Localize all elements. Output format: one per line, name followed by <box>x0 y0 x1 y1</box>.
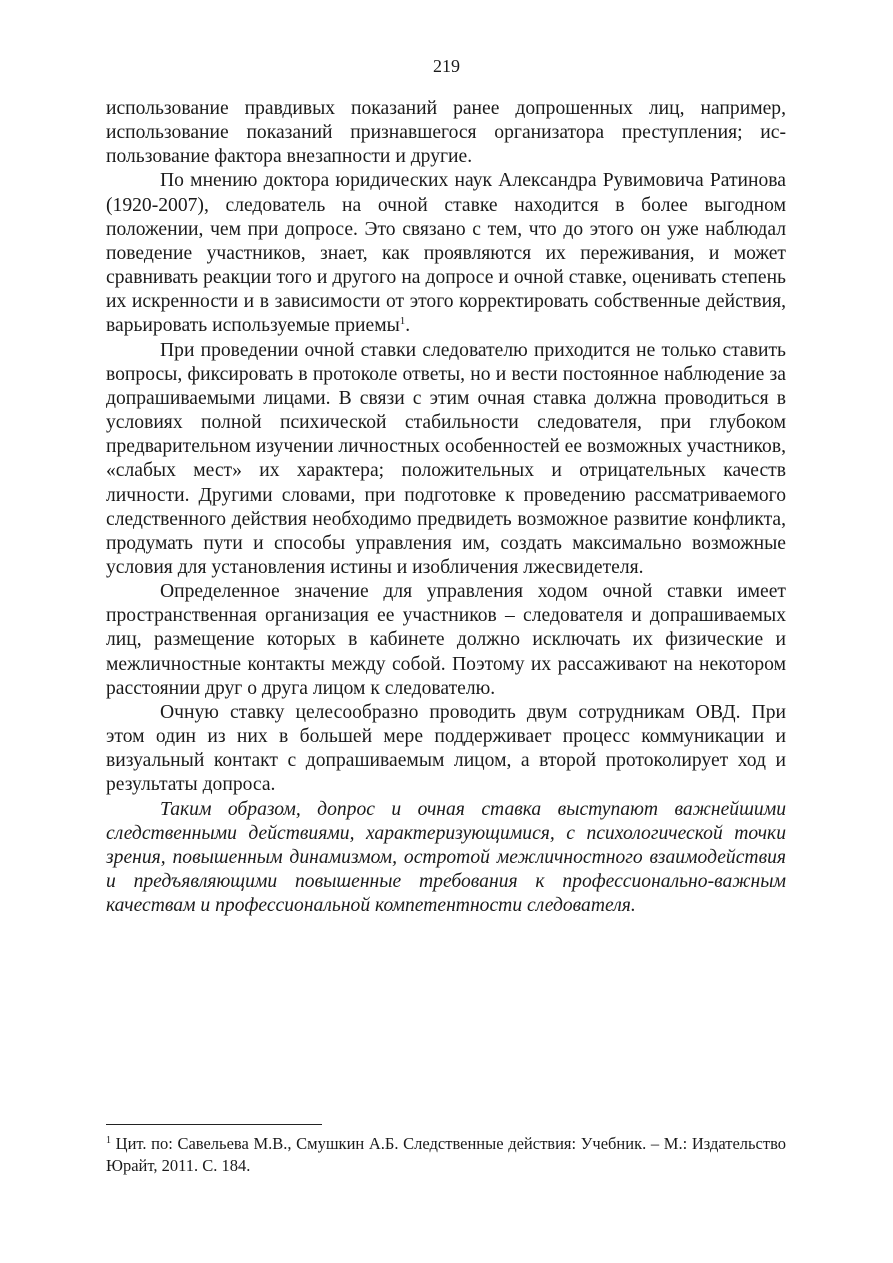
footnote <box>106 1133 786 1177</box>
main-text <box>106 97 786 918</box>
page-number: 219 <box>433 56 460 76</box>
paragraph-2-text: По мнению доктора юридических наук Александра Рувимовича Ратинова (1920-2007), следователь на очной ставке находится в более выгодном положении, чем при допросе. Это связано с тем, что до этого он уже наблюдал поведение участников, знает, как проявляются их переживания, и может сравнивать реакции того и другого на допросе и очной ставке, оценивать степень их искренности и в зависимости от этого корректировать собственные действия, варьировать используемые приемы <box>106 170 786 337</box>
footnote-text: Цит. по: Савельева М.В., Смушкин А.Б. Следственные действия: Учебник. – М.: Издательство Юрайт, 2011. С. 184. <box>106 1134 786 1175</box>
paragraph-1: использование правдивых показаний ранее допрошенных лиц, например, использование показаний признавшегося организатора преступления; использование фактора внезапности и другие. <box>106 98 786 168</box>
paragraph-3: При проведении очной ставки следователю приходится не только ставить вопросы, фиксировать в протоколе ответы, но и вести постоянное наблюдение за допрашиваемыми лицами. В связи с этим очная ставка должна проводиться в условиях полной психической стабильности следователя, при глубоком предварительном изучении личностных особенностей ее возможных участников, «слабых мест» их характера; положительных и отрицательных качеств личности. Другими словами, при подготовке к проведению рассматриваемого следственного действия необходимо предвидеть возможное развитие конфликта, продумать пути и способы управления им, создать максимально возможные условия для установления истины и изобличения лжесвидетеля. <box>106 339 786 578</box>
footnote-divider <box>106 1124 322 1125</box>
footnote-reference: 1 <box>399 315 406 328</box>
paragraph-5: Очную ставку целесообразно проводить двум сотрудникам ОВД. При этом один из них в большей мере поддерживает процесс коммуникации и визуальный контакт с допрашиваемым лицом, а второй протоколирует ход и результаты допроса. <box>106 701 786 796</box>
paragraph-4: Определенное значение для управления ходом очной ставки имеет пространственная организация ее участников – следователя и допрашиваемых лиц, размещение которых в кабинете должно исключать их физические и межличностные контакты между собой. Поэтому их рассаживают на некотором расстоянии друг о друга лицом к следователю. <box>106 581 786 699</box>
footnote-marker: 1 <box>106 1135 111 1146</box>
paragraph-2-tail: . <box>405 315 411 337</box>
conclusion-paragraph: Таким образом, допрос и очная ставка выступают важнейшими следственными действиями, характеризующимися, с психологической точки зрения, повышенным динамизмом, остротой межличностного взаимодействия и предъявляющими повышенные требования к профессионально-важным качествам и профессиональной компетентности следователя. <box>106 798 786 917</box>
paragraph-2 <box>106 169 786 338</box>
